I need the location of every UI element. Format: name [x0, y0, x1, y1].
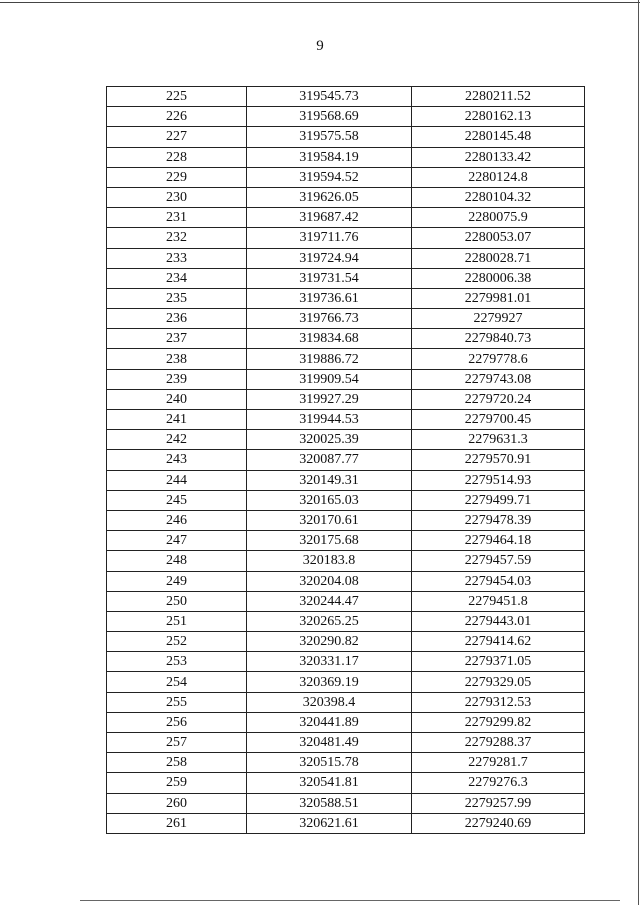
y-coordinate-cell: 2279240.69: [412, 813, 585, 833]
table-row: [107, 571, 585, 591]
table-row: [107, 470, 585, 490]
x-coordinate-cell: 319766.73: [247, 309, 412, 329]
y-coordinate-cell: 2279443.01: [412, 611, 585, 631]
point-number-cell: 229: [107, 167, 247, 187]
point-number-cell: 240: [107, 389, 247, 409]
point-number-cell: 255: [107, 692, 247, 712]
x-coordinate-cell: 320515.78: [247, 753, 412, 773]
table-row: [107, 753, 585, 773]
y-coordinate-cell: 2279281.7: [412, 753, 585, 773]
y-coordinate-cell: 2279478.39: [412, 510, 585, 530]
x-coordinate-cell: 319834.68: [247, 329, 412, 349]
y-coordinate-cell: 2279464.18: [412, 531, 585, 551]
point-number-cell: 228: [107, 147, 247, 167]
point-number-cell: 236: [107, 309, 247, 329]
x-coordinate-cell: 320441.89: [247, 712, 412, 732]
x-coordinate-cell: 319736.61: [247, 288, 412, 308]
x-coordinate-cell: 320204.08: [247, 571, 412, 591]
point-number-cell: 231: [107, 208, 247, 228]
point-number-cell: 254: [107, 672, 247, 692]
x-coordinate-cell: 320541.81: [247, 773, 412, 793]
y-coordinate-cell: 2279414.62: [412, 632, 585, 652]
y-coordinate-cell: 2280104.32: [412, 187, 585, 207]
point-number-cell: 260: [107, 793, 247, 813]
table-row: [107, 87, 585, 107]
table-row: [107, 450, 585, 470]
x-coordinate-cell: 320149.31: [247, 470, 412, 490]
x-coordinate-cell: 319927.29: [247, 389, 412, 409]
x-coordinate-cell: 320165.03: [247, 490, 412, 510]
table-row: [107, 389, 585, 409]
table-row: [107, 107, 585, 127]
table-row: [107, 531, 585, 551]
y-coordinate-cell: 2279329.05: [412, 672, 585, 692]
y-coordinate-cell: 2279778.6: [412, 349, 585, 369]
x-coordinate-cell: 319944.53: [247, 410, 412, 430]
y-coordinate-cell: 2279499.71: [412, 490, 585, 510]
y-coordinate-cell: 2279451.8: [412, 591, 585, 611]
table-row: [107, 349, 585, 369]
point-number-cell: 239: [107, 369, 247, 389]
table-row: [107, 430, 585, 450]
x-coordinate-cell: 320481.49: [247, 733, 412, 753]
y-coordinate-cell: 2279981.01: [412, 288, 585, 308]
table-row: [107, 510, 585, 530]
y-coordinate-cell: 2279299.82: [412, 712, 585, 732]
point-number-cell: 257: [107, 733, 247, 753]
x-coordinate-cell: 319724.94: [247, 248, 412, 268]
y-coordinate-cell: 2280053.07: [412, 228, 585, 248]
table-row: [107, 551, 585, 571]
x-coordinate-cell: 320244.47: [247, 591, 412, 611]
point-number-cell: 252: [107, 632, 247, 652]
coordinates-table-body: [107, 87, 585, 834]
table-row: [107, 632, 585, 652]
x-coordinate-cell: 320183.8: [247, 551, 412, 571]
point-number-cell: 245: [107, 490, 247, 510]
point-number-cell: 235: [107, 288, 247, 308]
table-row: [107, 228, 585, 248]
y-coordinate-cell: 2280133.42: [412, 147, 585, 167]
table-row: [107, 127, 585, 147]
x-coordinate-cell: 320621.61: [247, 813, 412, 833]
point-number-cell: 238: [107, 349, 247, 369]
x-coordinate-cell: 319731.54: [247, 268, 412, 288]
point-number-cell: 232: [107, 228, 247, 248]
table-row: [107, 369, 585, 389]
point-number-cell: 243: [107, 450, 247, 470]
table-row: [107, 793, 585, 813]
point-number-cell: 261: [107, 813, 247, 833]
y-coordinate-cell: 2279371.05: [412, 652, 585, 672]
table-row: [107, 490, 585, 510]
point-number-cell: 237: [107, 329, 247, 349]
x-coordinate-cell: 320588.51: [247, 793, 412, 813]
y-coordinate-cell: 2279631.3: [412, 430, 585, 450]
x-coordinate-cell: 319594.52: [247, 167, 412, 187]
x-coordinate-cell: 319568.69: [247, 107, 412, 127]
point-number-cell: 225: [107, 87, 247, 107]
x-coordinate-cell: 319687.42: [247, 208, 412, 228]
point-number-cell: 233: [107, 248, 247, 268]
point-number-cell: 253: [107, 652, 247, 672]
x-coordinate-cell: 319886.72: [247, 349, 412, 369]
y-coordinate-cell: 2280211.52: [412, 87, 585, 107]
x-coordinate-cell: 319584.19: [247, 147, 412, 167]
table-row: [107, 329, 585, 349]
point-number-cell: 234: [107, 268, 247, 288]
x-coordinate-cell: 320398.4: [247, 692, 412, 712]
table-row: [107, 591, 585, 611]
table-row: [107, 248, 585, 268]
table-row: [107, 288, 585, 308]
point-number-cell: 259: [107, 773, 247, 793]
table-row: [107, 813, 585, 833]
table-row: [107, 692, 585, 712]
x-coordinate-cell: 320369.19: [247, 672, 412, 692]
y-coordinate-cell: 2280028.71: [412, 248, 585, 268]
table-row: [107, 187, 585, 207]
y-coordinate-cell: 2280162.13: [412, 107, 585, 127]
table-row: [107, 268, 585, 288]
y-coordinate-cell: 2279840.73: [412, 329, 585, 349]
x-coordinate-cell: 320265.25: [247, 611, 412, 631]
x-coordinate-cell: 319545.73: [247, 87, 412, 107]
coordinates-table: [106, 86, 585, 834]
y-coordinate-cell: 2279288.37: [412, 733, 585, 753]
table-row: [107, 733, 585, 753]
table-row: [107, 208, 585, 228]
y-coordinate-cell: 2280075.9: [412, 208, 585, 228]
table-row: [107, 611, 585, 631]
point-number-cell: 251: [107, 611, 247, 631]
point-number-cell: 241: [107, 410, 247, 430]
point-number-cell: 248: [107, 551, 247, 571]
scan-edge-right: [638, 0, 639, 905]
y-coordinate-cell: 2280124.8: [412, 167, 585, 187]
point-number-cell: 226: [107, 107, 247, 127]
y-coordinate-cell: 2280145.48: [412, 127, 585, 147]
table-row: [107, 167, 585, 187]
table-row: [107, 410, 585, 430]
x-coordinate-cell: 319711.76: [247, 228, 412, 248]
y-coordinate-cell: 2279457.59: [412, 551, 585, 571]
point-number-cell: 246: [107, 510, 247, 530]
x-coordinate-cell: 319909.54: [247, 369, 412, 389]
y-coordinate-cell: 2279454.03: [412, 571, 585, 591]
table-row: [107, 672, 585, 692]
y-coordinate-cell: 2279312.53: [412, 692, 585, 712]
point-number-cell: 250: [107, 591, 247, 611]
table-row: [107, 652, 585, 672]
table-row: [107, 773, 585, 793]
x-coordinate-cell: 320170.61: [247, 510, 412, 530]
x-coordinate-cell: 319626.05: [247, 187, 412, 207]
y-coordinate-cell: 2280006.38: [412, 268, 585, 288]
y-coordinate-cell: 2279720.24: [412, 389, 585, 409]
table-row: [107, 712, 585, 732]
x-coordinate-cell: 319575.58: [247, 127, 412, 147]
point-number-cell: 242: [107, 430, 247, 450]
y-coordinate-cell: 2279700.45: [412, 410, 585, 430]
point-number-cell: 227: [107, 127, 247, 147]
point-number-cell: 244: [107, 470, 247, 490]
point-number-cell: 247: [107, 531, 247, 551]
table-row: [107, 147, 585, 167]
page-number: 9: [316, 38, 324, 54]
point-number-cell: 230: [107, 187, 247, 207]
y-coordinate-cell: 2279514.93: [412, 470, 585, 490]
scan-edge-bottom: [80, 900, 620, 901]
x-coordinate-cell: 320175.68: [247, 531, 412, 551]
x-coordinate-cell: 320290.82: [247, 632, 412, 652]
point-number-cell: 256: [107, 712, 247, 732]
x-coordinate-cell: 320331.17: [247, 652, 412, 672]
y-coordinate-cell: 2279257.99: [412, 793, 585, 813]
point-number-cell: 249: [107, 571, 247, 591]
y-coordinate-cell: 2279743.08: [412, 369, 585, 389]
table-row: [107, 309, 585, 329]
y-coordinate-cell: 2279276.3: [412, 773, 585, 793]
y-coordinate-cell: 2279927: [412, 309, 585, 329]
y-coordinate-cell: 2279570.91: [412, 450, 585, 470]
x-coordinate-cell: 320087.77: [247, 450, 412, 470]
point-number-cell: 258: [107, 753, 247, 773]
scan-edge-top: [0, 2, 640, 3]
x-coordinate-cell: 320025.39: [247, 430, 412, 450]
